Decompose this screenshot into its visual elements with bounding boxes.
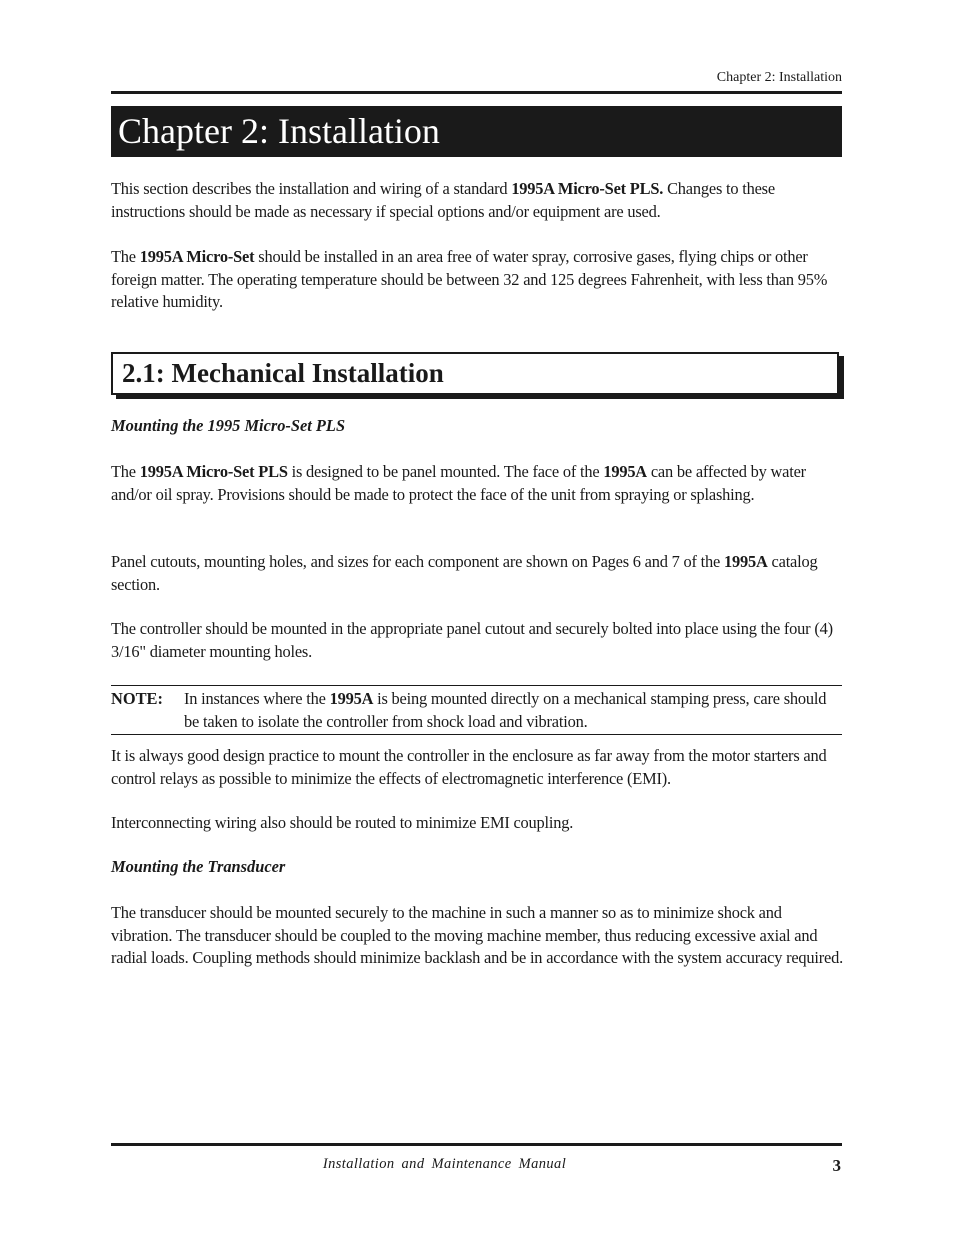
footer-rule bbox=[111, 1143, 842, 1146]
note-top-rule bbox=[111, 685, 842, 686]
intro-paragraph-2: The 1995A Micro-Set should be installed in an area free of water spray, corrosive gases, flying chips or other foreign matter. The operating temperature should be between 32 and 125 degrees Fahrenheit, with less than 95% relative humidity. bbox=[111, 247, 828, 312]
emi-paragraph-1: It is always good design practice to mount the controller in the enclosure as far away from the motor starters and control relays as possible to minimize the effects of electromagnetic interference (EMI). bbox=[111, 746, 827, 788]
note-bottom-rule bbox=[111, 734, 842, 735]
subheading-mounting-transducer: Mounting the Transducer bbox=[111, 857, 286, 876]
mounting-paragraph-3: The controller should be mounted in the appropriate panel cutout and securely bolted into place using the four (4) 3/16" diameter mounting holes. bbox=[111, 619, 833, 661]
emi-paragraph-2: Interconnecting wiring also should be routed to minimize EMI coupling. bbox=[111, 813, 574, 832]
page-number: 3 bbox=[832, 1156, 841, 1175]
section-heading: 2.1: Mechanical Installation bbox=[111, 352, 839, 395]
intro-paragraph-1: This section describes the installation and wiring of a standard 1995A Micro-Set PLS. Changes to these instructions should be made as necessary if special options and/or equipment are used. bbox=[111, 179, 775, 221]
mounting-paragraph-1: The 1995A Micro-Set PLS is designed to be panel mounted. The face of the 1995A can be affected by water and/or oil spray. Provisions should be made to protect the face of the unit from spraying or splashing. bbox=[111, 462, 806, 504]
footer-manual-title: Installation and Maintenance Manual bbox=[322, 1156, 567, 1172]
note-label: NOTE: bbox=[111, 689, 163, 708]
note-text: In instances where the 1995A is being mounted directly on a mechanical stamping press, care should be taken to isolate the controller from shock load and vibration. bbox=[184, 689, 827, 731]
subheading-mounting-unit: Mounting the 1995 Micro-Set PLS bbox=[111, 416, 346, 435]
running-head: Chapter 2: Installation bbox=[716, 70, 842, 85]
header-rule bbox=[111, 91, 842, 94]
mounting-paragraph-2: Panel cutouts, mounting holes, and sizes for each component are shown on Pages 6 and 7 of the 1995A catalog section. bbox=[111, 552, 818, 594]
transducer-paragraph: The transducer should be mounted securely to the machine in such a manner so as to minimize shock and vibration. The transducer should be coupled to the moving machine member, thus reducing excessive axial and radial loads. Coupling methods should minimize backlash and be in accordance with the system accuracy required. bbox=[111, 903, 843, 968]
chapter-title: Chapter 2: Installation bbox=[111, 106, 842, 157]
